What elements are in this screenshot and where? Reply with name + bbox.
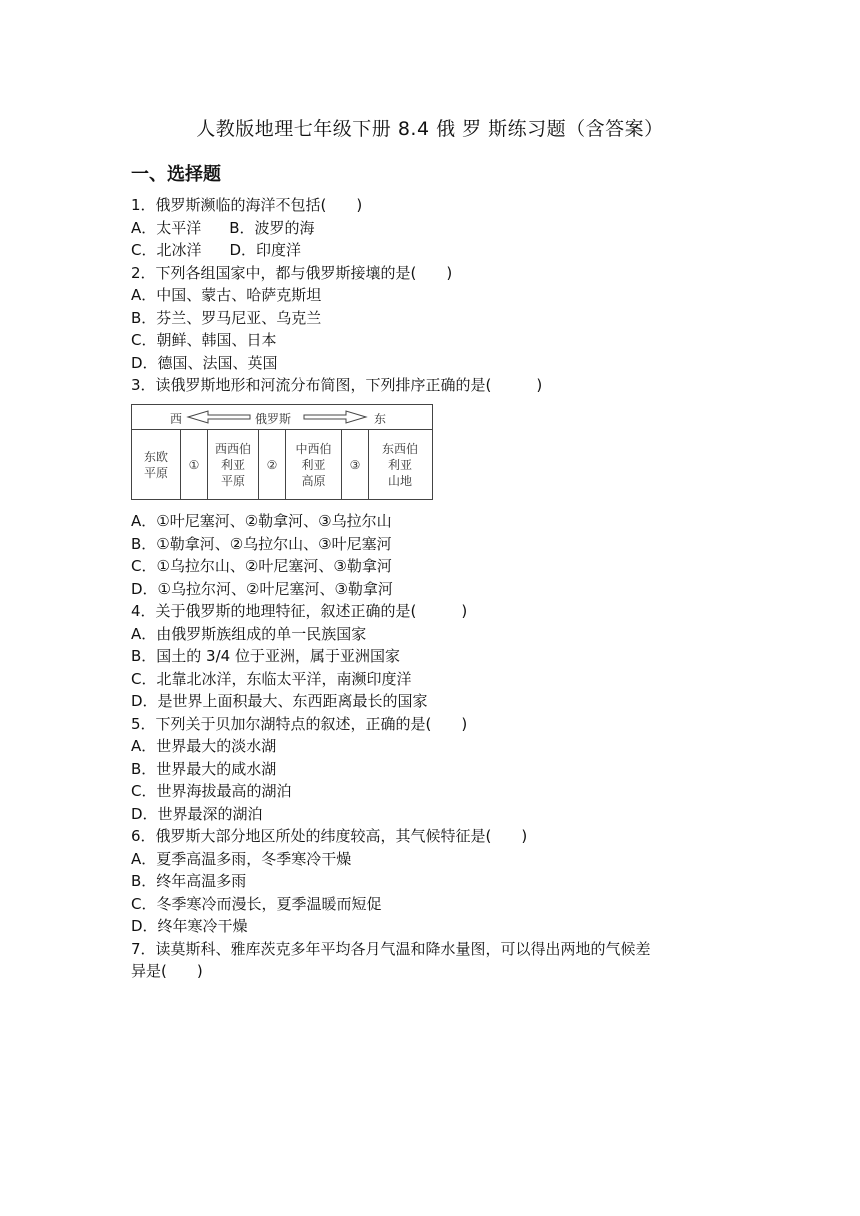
cell-central-siberian-plateau: 中西伯 利亚 高原: [286, 430, 342, 499]
question-3: 3．读俄罗斯地形和河流分布简图，下列排序正确的是( ): [131, 376, 543, 394]
questions-block-1: [131, 194, 751, 397]
cell-east-siberian-mountains: 东西伯 利亚 山地: [381, 441, 418, 488]
option-row: [131, 217, 751, 240]
document-title: 人教版地理七年级下册 8.4 俄 罗 斯练习题（含答案）: [196, 118, 664, 140]
question-6: 6．俄罗斯大部分地区所处的纬度较高，其气候特征是( ): [131, 827, 528, 845]
option-a: A．世界最大的淡水湖: [131, 737, 277, 755]
option-c: C．北靠北冰洋，东临太平洋，南濒印度洋: [131, 669, 412, 688]
option-b: B．终年高温多雨: [131, 872, 247, 890]
option-c: C．北冰洋: [131, 241, 202, 259]
option-a: A．夏季高温多雨，冬季寒冷干燥: [131, 849, 352, 868]
west-label: 西: [170, 412, 183, 426]
question-7: 7．读莫斯科、雅库茨克多年平均各月气温和降水量图，可以得出两地的气候差: [131, 939, 651, 958]
option-b: B．波罗的海: [229, 218, 315, 237]
option-d: D．是世界上面积最大、东西距离最长的国家: [131, 692, 428, 710]
option-c: C．①乌拉尔山、②叶尼塞河、③勒拿河: [131, 557, 392, 575]
question-7-continued: 异是( ): [131, 962, 203, 980]
option-d: D．①乌拉尔河、②叶尼塞河、③勒拿河: [131, 579, 393, 598]
option-b: B．①勒拿河、②乌拉尔山、③叶尼塞河: [131, 534, 392, 553]
question-1: 1．俄罗斯濒临的海洋不包括( ): [131, 196, 363, 214]
option-c: C．世界海拔最高的湖泊: [131, 782, 292, 800]
option-d: D．印度洋: [229, 241, 302, 259]
center-label: 俄罗斯: [255, 412, 292, 426]
cell-marker-1: ①: [181, 430, 208, 499]
question-2: 2．下列各组国家中，都与俄罗斯接壤的是( ): [131, 263, 453, 282]
cell-west-siberian-plain: 西西伯 利亚 平原: [208, 430, 259, 499]
cell-marker-2: ②: [259, 430, 286, 499]
option-c: C．冬季寒冷而漫长，夏季温暖而短促: [131, 894, 382, 913]
question-4: 4．关于俄罗斯的地理特征，叙述正确的是( ): [131, 602, 468, 620]
section-heading: 一、选择题: [131, 164, 221, 185]
diagram-header: [132, 405, 432, 430]
option-d: D．终年寒冷干燥: [131, 917, 248, 935]
cell-marker-3: ③: [342, 430, 369, 499]
option-a: A．由俄罗斯族组成的单一民族国家: [131, 624, 367, 643]
option-b: B．国土的 3/4 位于亚洲，属于亚洲国家: [131, 647, 400, 665]
question-5: 5．下列关于贝加尔湖特点的叙述，正确的是( ): [131, 714, 468, 733]
option-a: A．中国、蒙古、哈萨克斯坦: [131, 286, 322, 304]
east-label: 东: [374, 412, 387, 426]
option-b: B．芬兰、罗马尼亚、乌克兰: [131, 308, 322, 327]
option-b: B．世界最大的咸水湖: [131, 759, 277, 778]
option-row: [131, 239, 751, 262]
option-d: D．德国、法国、英国: [131, 353, 278, 372]
option-d: D．世界最深的湖泊: [131, 804, 263, 823]
questions-block-2: [131, 510, 751, 983]
option-a: A．太平洋: [131, 218, 202, 237]
cell-east-european-plain: 东欧 平原: [132, 430, 181, 499]
russia-terrain-diagram: [131, 404, 433, 500]
option-a: A．①叶尼塞河、②勒拿河、③乌拉尔山: [131, 512, 392, 530]
option-c: C．朝鲜、韩国、日本: [131, 331, 277, 349]
